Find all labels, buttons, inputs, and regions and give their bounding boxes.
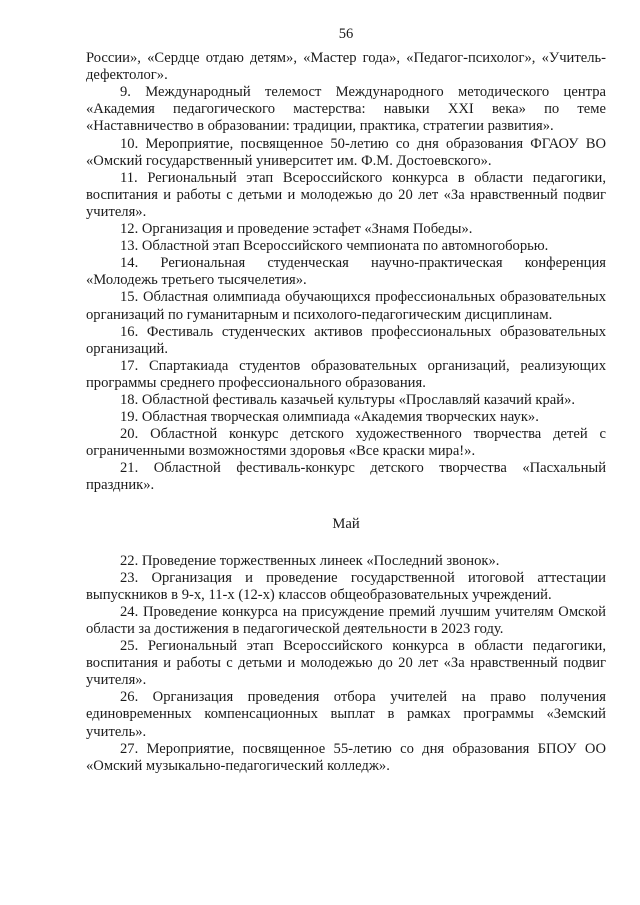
- list-item: 12. Организация и проведение эстафет «Знамя Победы».: [120, 221, 473, 238]
- list-item: 9. Международный телемост Международного методического центра «Академия педагогического мастерства: навыки XXI века» по теме «Наставничество в образовании: традиции, практика, стратегии развития».: [86, 84, 606, 135]
- list-item: 24. Проведение конкурса на присуждение премий лучшим учителям Омской области за достижения в педагогической деятельности в 2023 году.: [86, 603, 606, 637]
- list-item: 20. Областной конкурс детского художественного творчества детей с ограниченными возможностями здоровья «Все краски мира!».: [86, 426, 606, 460]
- list-item: 11. Региональный этап Всероссийского конкурса в области педагогики, воспитания и работы с детьми и молодежью до 20 лет «За нравственный подвиг учителя».: [86, 169, 606, 220]
- list-item: 26. Организация проведения отбора учителей на право получения единовременных компенсационных выплат в рамках программы «Земский учитель».: [86, 689, 606, 740]
- page-number: 56: [338, 26, 354, 42]
- list-item: 10. Мероприятие, посвященное 50-летию со дня образования ФГАОУ ВО «Омский государственный университет им. Ф.М. Достоевского».: [86, 135, 606, 169]
- list-item: 19. Областная творческая олимпиада «Академия творческих наук».: [120, 409, 539, 426]
- list-item: 13. Областной этап Всероссийского чемпионата по автомногоборью.: [120, 238, 549, 255]
- continuation-paragraph: России», «Сердце отдаю детям», «Мастер года», «Педагог-психолог», «Учитель-дефектолог».: [86, 50, 606, 84]
- list-item: 15. Областная олимпиада обучающихся профессиональных образовательных организаций по гуманитарным и психолого-педагогическим дисциплинам.: [86, 289, 606, 323]
- section-heading-may: Май: [332, 515, 360, 532]
- document-page: [86, 26, 606, 775]
- list-item: 17. Спартакиада студентов образовательных организаций, реализующих программы среднего профессионального образования.: [86, 357, 606, 391]
- list-item: 14. Региональная студенческая научно-практическая конференция «Молодежь третьего тысячелетия».: [86, 255, 606, 289]
- list-item: 16. Фестиваль студенческих активов профессиональных образовательных организаций.: [86, 323, 606, 357]
- list-item: 25. Региональный этап Всероссийского конкурса в области педагогики, воспитания и работы с детьми и молодежью до 20 лет «За нравственный подвиг учителя».: [86, 638, 606, 689]
- list-item: 21. Областной фестиваль-конкурс детского творчества «Пасхальный праздник».: [86, 460, 606, 494]
- list-item: 23. Организация и проведение государственной итоговой аттестации выпускников в 9-х, 11-х (12-х) классов общеобразовательных учреждений.: [86, 569, 606, 603]
- list-item: 22. Проведение торжественных линеек «Последний звонок».: [120, 552, 500, 569]
- list-item: 27. Мероприятие, посвященное 55-летию со дня образования БПОУ ОО «Омский музыкально-педагогический колледж».: [86, 740, 606, 774]
- list-item: 18. Областной фестиваль казачьей культуры «Прославляй казачий край».: [120, 391, 576, 408]
